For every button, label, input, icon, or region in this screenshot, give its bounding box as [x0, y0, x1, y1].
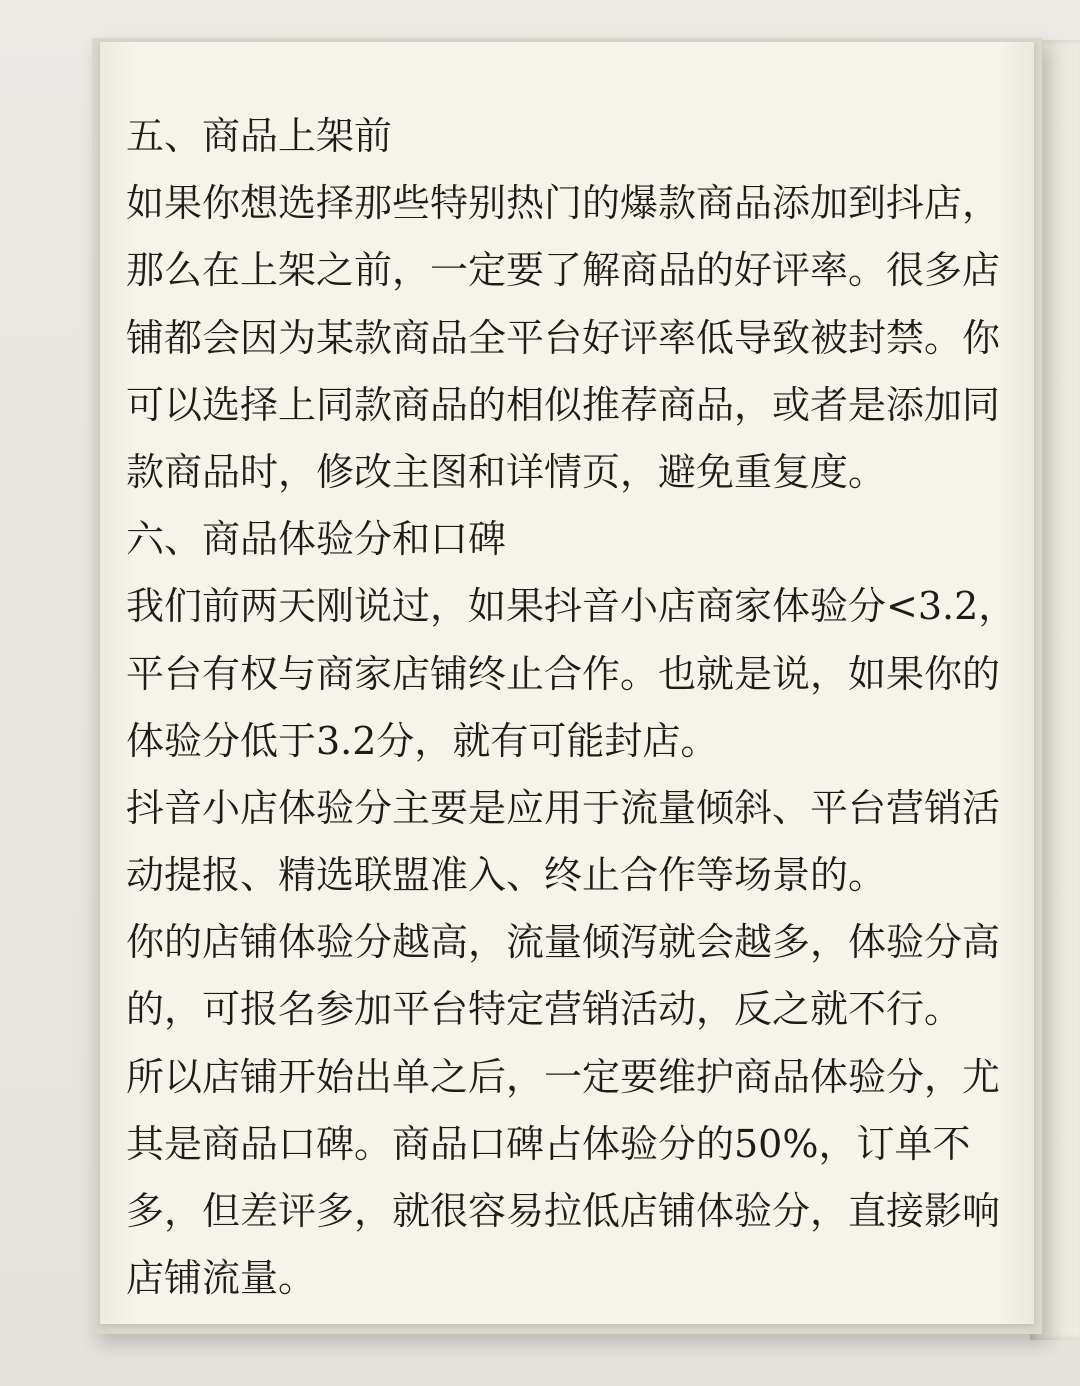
text-line: 多，但差评多，就很容易拉低店铺体验分，直接影响	[126, 1189, 1001, 1233]
section-heading-five: 五、商品上架前	[126, 114, 393, 158]
document-text	[126, 103, 1026, 1312]
text-line: 抖音小店体验分主要是应用于流量倾斜、平台营销活	[126, 785, 1001, 830]
text-line: 的，可报名参加平台特定营销活动，反之就不行。	[126, 987, 963, 1032]
text-line: 其是商品口碑。商品口碑占体验分的50%，订单不	[126, 1121, 971, 1166]
section-heading-six: 六、商品体验分和口碑	[126, 517, 507, 562]
text-line: 我们前两天刚说过，如果抖音小店商家体验分<3.2，	[126, 584, 1017, 629]
text-line: 铺都会因为某款商品全平台好评率低导致被封禁。你	[126, 315, 1001, 360]
text-line: 那么在上架之前，一定要了解商品的好评率。很多店	[126, 248, 1001, 293]
text-line: 所以店铺开始出单之后，一定要维护商品体验分，尤	[126, 1054, 1001, 1099]
text-line: 你的店铺体验分越高，流量倾泻就会越多，体验分高	[126, 920, 1001, 965]
text-line: 动提报、精选联盟准入、终止合作等场景的。	[126, 853, 887, 898]
text-line: 体验分低于3.2分，就有可能封店。	[126, 718, 719, 763]
text-line: 平台有权与商家店铺终止合作。也就是说，如果你的	[126, 651, 1001, 696]
text-line: 款商品时，修改主图和详情页，避免重复度。	[126, 449, 887, 494]
text-line: 如果你想选择那些特别热门的爆款商品添加到抖店，	[126, 181, 1001, 226]
text-line: 店铺流量。	[126, 1256, 317, 1301]
text-line: 可以选择上同款商品的相似推荐商品，或者是添加同	[126, 382, 1001, 427]
